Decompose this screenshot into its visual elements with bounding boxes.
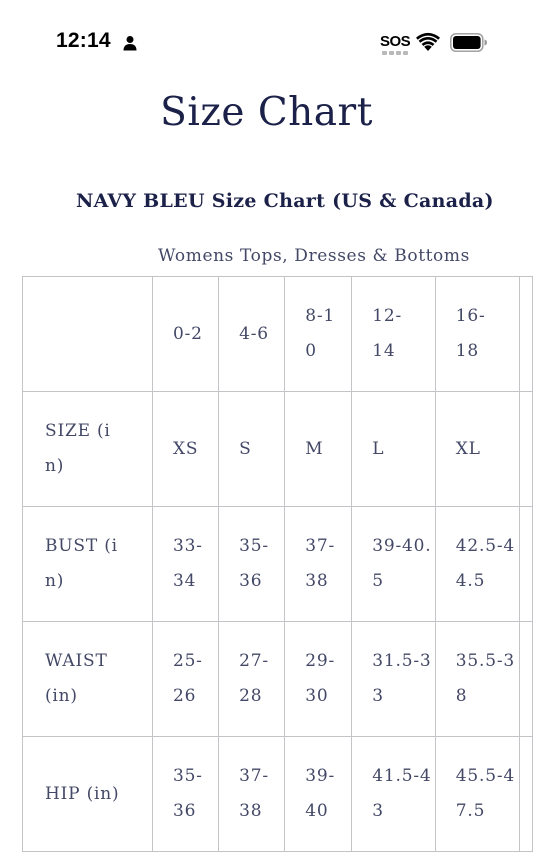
table-row (23, 737, 533, 852)
table-cell: M (285, 392, 352, 507)
table-cell: 35.5-38 (435, 622, 519, 737)
table-row (23, 507, 533, 622)
table-cell: 31.5-33 (352, 622, 436, 737)
table-cell: 37-38 (219, 737, 285, 852)
table-cell: 39-40.5 (352, 507, 436, 622)
row-label-cell: WAIST (in) (23, 622, 153, 737)
size-chart-table (22, 276, 533, 852)
table-header-cell: 12-14 (352, 277, 436, 392)
table-cell: 42.5-44.5 (435, 507, 519, 622)
row-label-cell: BUST (in) (23, 507, 153, 622)
page-title: Size Chart (160, 90, 373, 135)
sos-indicator: SOS (380, 33, 411, 50)
table-header-cell: 16-18 (435, 277, 519, 392)
table-cell: L (352, 392, 436, 507)
table-cell: 35-36 (152, 737, 218, 852)
table-header-cell: 4-6 (219, 277, 285, 392)
table-cell: S (219, 392, 285, 507)
table-cell: XS (152, 392, 218, 507)
wifi-icon (416, 32, 440, 52)
table-overflow-cell (520, 392, 533, 507)
table-cell: 37-38 (285, 507, 352, 622)
signal-dots-icon (382, 51, 408, 55)
table-row (23, 392, 533, 507)
row-label-cell: HIP (in) (23, 737, 153, 852)
table-overflow-cell (520, 277, 533, 392)
row-label-cell: SIZE (in) (23, 392, 153, 507)
table-cell: 35-36 (219, 507, 285, 622)
table-row (23, 622, 533, 737)
table-cell: 45.5-47.5 (435, 737, 519, 852)
table-cell: 39-40 (285, 737, 352, 852)
table-cell: 33-34 (152, 507, 218, 622)
table-caption: Womens Tops, Dresses & Bottoms (158, 246, 470, 266)
table-header-cell (23, 277, 153, 392)
table-header-row (23, 277, 533, 392)
battery-icon (450, 33, 488, 52)
person-icon (122, 35, 138, 51)
table-cell: 41.5-43 (352, 737, 436, 852)
status-time: 12:14 (56, 29, 111, 52)
table-cell: XL (435, 392, 519, 507)
table-overflow-cell (520, 507, 533, 622)
table-header-cell: 0-2 (152, 277, 218, 392)
status-bar (0, 0, 533, 60)
table-cell: 29-30 (285, 622, 352, 737)
chart-heading: NAVY BLEU Size Chart (US & Canada) (76, 190, 494, 212)
table-cell: 25-26 (152, 622, 218, 737)
table-header-cell: 8-10 (285, 277, 352, 392)
table-cell: 27-28 (219, 622, 285, 737)
table-overflow-cell (520, 622, 533, 737)
table-overflow-cell (520, 737, 533, 852)
